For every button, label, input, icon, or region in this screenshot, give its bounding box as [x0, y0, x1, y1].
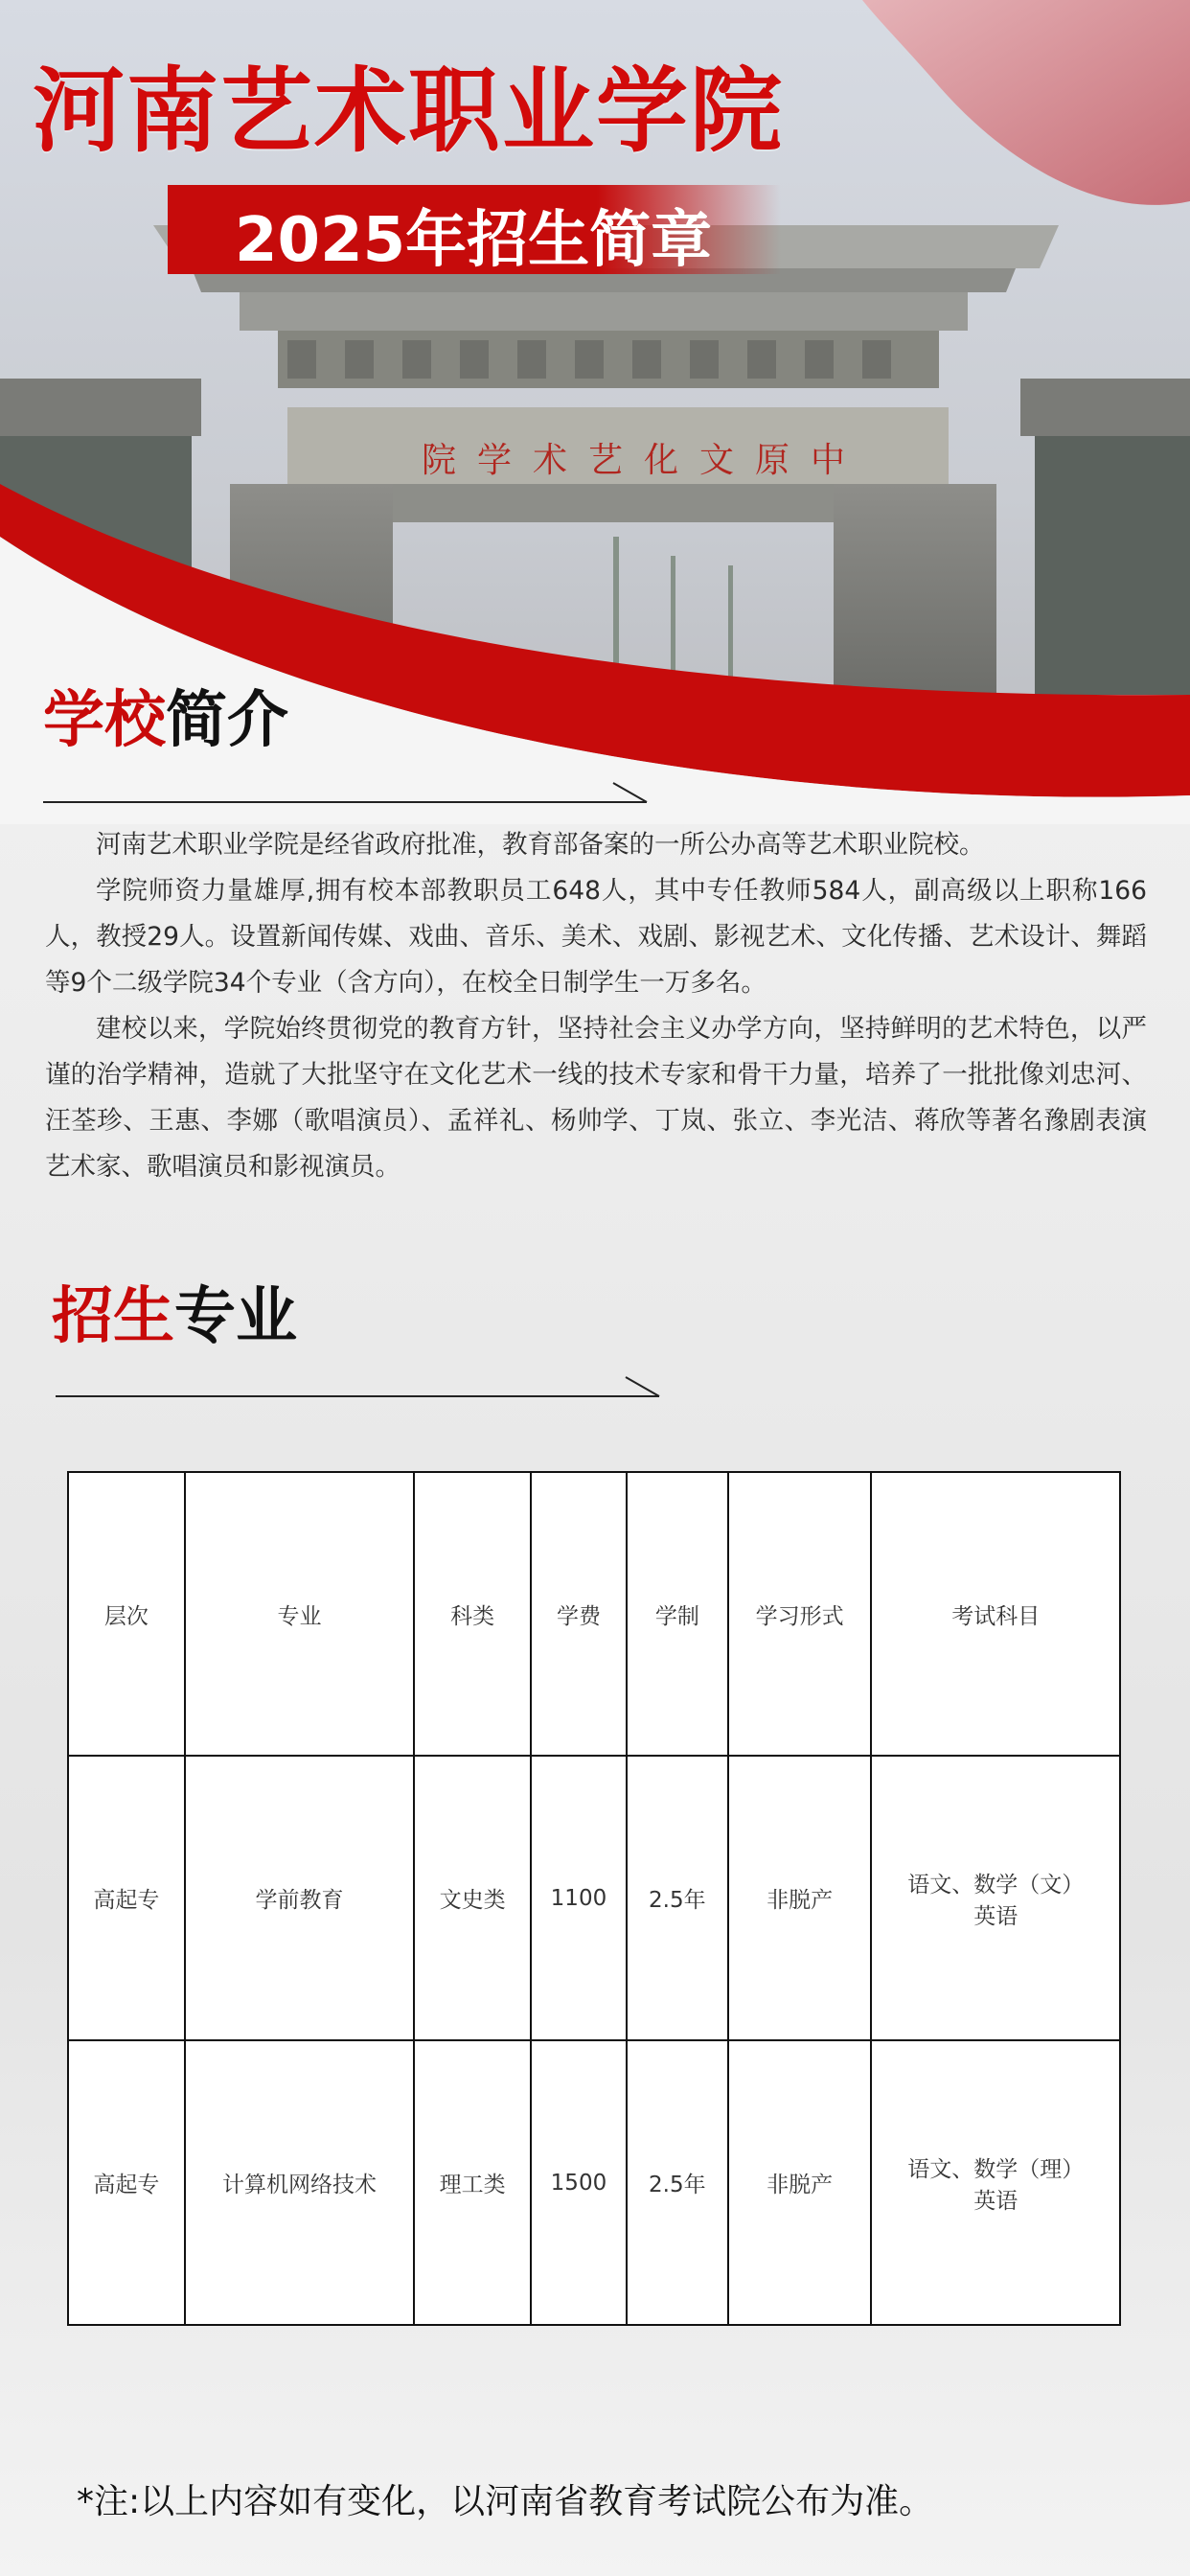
cell-level: 高起专	[68, 1756, 185, 2040]
cell-major: 计算机网络技术	[185, 2040, 414, 2325]
header-level: 层次	[68, 1472, 185, 1756]
header-tuition: 学费	[531, 1472, 627, 1756]
cell-tuition: 1500	[531, 2040, 627, 2325]
intro-title-red: 学校	[43, 685, 166, 756]
table-row	[68, 1756, 1120, 2040]
banner-title: 2025年招生简章	[235, 205, 713, 276]
cell-study-mode: 非脱产	[728, 2040, 872, 2325]
exam-subjects-line-2: 英语	[973, 1903, 1018, 1929]
school-name: 河南艺术职业学院	[33, 58, 784, 165]
cell-category: 文史类	[414, 1756, 531, 2040]
exam-subjects-line-1: 语文、数学（理）	[907, 2156, 1085, 2182]
admission-banner	[168, 185, 781, 274]
header-duration: 学制	[627, 1472, 728, 1756]
header-major: 专业	[185, 1472, 414, 1756]
cell-category: 理工类	[414, 2040, 531, 2325]
header-category: 科类	[414, 1472, 531, 1756]
exam-subjects-line-2: 英语	[973, 2188, 1018, 2214]
intro-title	[43, 671, 288, 759]
cell-duration: 2.5年	[627, 2040, 728, 2325]
majors-divider-arrow	[56, 1372, 669, 1401]
majors-title-red: 招生	[52, 1281, 174, 1352]
cell-duration: 2.5年	[627, 1756, 728, 2040]
intro-paragraph-3: 建校以来，学院始终贯彻党的教育方针，坚持社会主义办学方向，坚持鲜明的艺术特色，以严谨的治学精神，造就了大批坚守在文化艺术一线的技术专家和骨干力量，培养了一批批像刘忠河、汪荃珍、王惠、李娜（歌唱演员）、孟祥礼、杨帅学、丁岚、张立、李光洁、蒋欣等著名豫剧表演艺术家、歌唱演员和影视演员。	[45, 1014, 1147, 1182]
intro-title-black: 简介	[166, 685, 288, 756]
intro-paragraph-1: 河南艺术职业学院是经省政府批准，教育部备案的一所公办高等艺术职业院校。	[96, 830, 985, 860]
footer-note: *注:以上内容如有变化，以河南省教育考试院公布为准。	[77, 2482, 934, 2521]
table-row	[68, 2040, 1120, 2325]
header-exam-subjects: 考试科目	[871, 1472, 1120, 1756]
intro-paragraph-2: 学院师资力量雄厚,拥有校本部教职员工648人，其中专任教师584人，副高级以上职称166人，教授29人。设置新闻传媒、戏曲、音乐、美术、戏剧、影视艺术、文化传播、艺术设计、舞蹈等9个二级学院34个专业（含方向），在校全日制学生一万多名。	[45, 876, 1147, 998]
intro-text	[45, 822, 1147, 1190]
majors-title	[52, 1267, 297, 1355]
table-header-row	[68, 1472, 1120, 1756]
intro-divider-arrow	[43, 778, 656, 807]
cell-study-mode: 非脱产	[728, 1756, 872, 2040]
header-study-mode: 学习形式	[728, 1472, 872, 1756]
cell-major: 学前教育	[185, 1756, 414, 2040]
cell-exam-subjects	[871, 2040, 1120, 2325]
exam-subjects-line-1: 语文、数学（文）	[907, 1872, 1085, 1898]
majors-title-black: 专业	[174, 1281, 297, 1352]
cell-level: 高起专	[68, 2040, 185, 2325]
majors-table	[67, 1471, 1121, 2326]
gate-inscription: 中原文化艺术学院	[422, 441, 867, 480]
cell-tuition: 1100	[531, 1756, 627, 2040]
cell-exam-subjects	[871, 1756, 1120, 2040]
